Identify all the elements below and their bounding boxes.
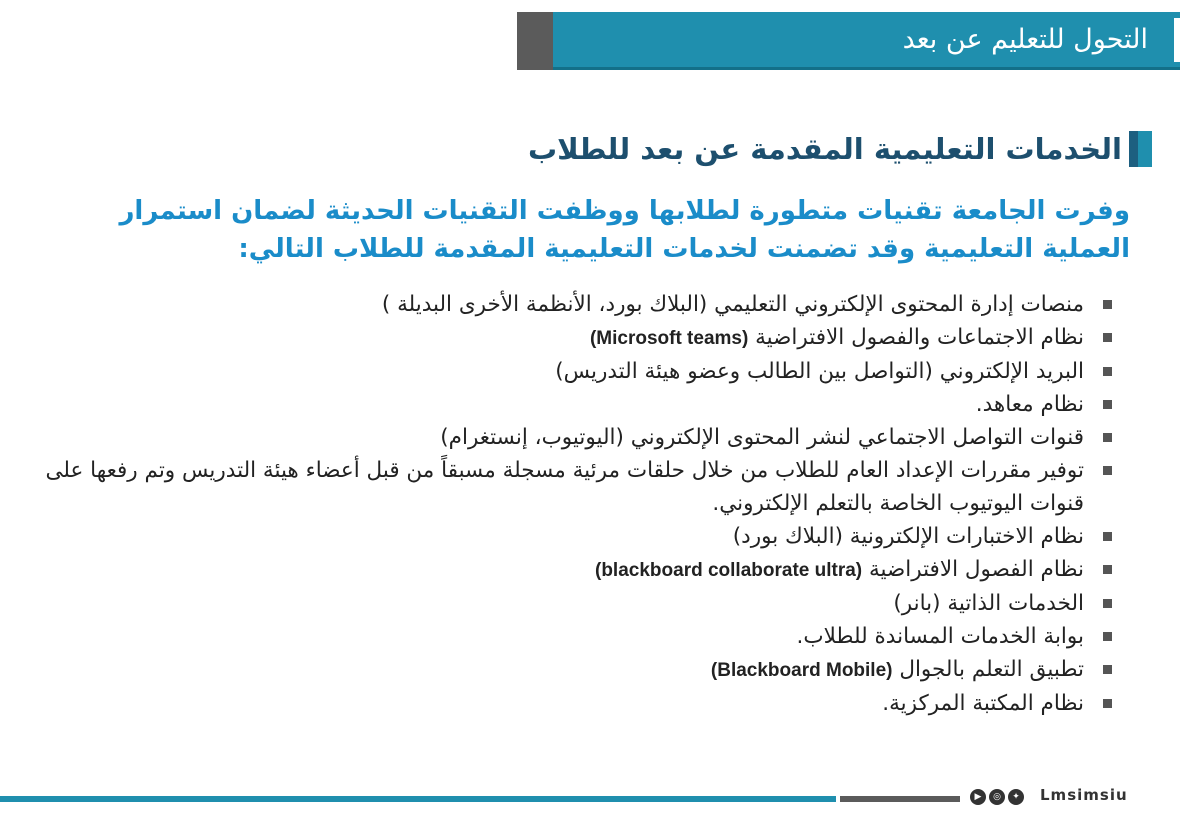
bullet-icon xyxy=(1103,333,1112,342)
section-accent-dark xyxy=(1129,131,1138,167)
list-item: تطبيق التعلم بالجوال (Blackboard Mobile) xyxy=(40,653,1112,687)
bullet-icon xyxy=(1103,665,1112,674)
list-item: البريد الإلكتروني (التواصل بين الطالب وعضو هيئة التدريس) xyxy=(40,355,1112,388)
header-gray-block xyxy=(517,12,553,70)
list-item: قنوات التواصل الاجتماعي لنشر المحتوى الإلكتروني (اليوتيوب، إنستغرام) xyxy=(40,421,1112,454)
list-item: نظام الفصول الافتراضية (blackboard collaborate ultra) xyxy=(40,553,1112,587)
list-item: الخدمات الذاتية (بانر) xyxy=(40,587,1112,620)
social-icons xyxy=(970,789,1024,805)
section-title: الخدمات التعليمية المقدمة عن بعد للطلاب xyxy=(527,132,1122,166)
page-title: التحول للتعليم عن بعد xyxy=(902,24,1148,55)
section-accent xyxy=(1138,131,1152,167)
header-accent-mark xyxy=(1174,18,1180,62)
social-handle: Lmsimsiu xyxy=(1040,786,1128,804)
bullet-icon xyxy=(1103,532,1112,541)
bullet-icon xyxy=(1103,433,1112,442)
services-list xyxy=(40,288,1112,720)
bullet-icon xyxy=(1103,699,1112,708)
latin-term: (Blackboard Mobile) xyxy=(710,660,893,681)
list-item: نظام الاختبارات الإلكترونية (البلاك بورد) xyxy=(40,520,1112,553)
bullet-icon xyxy=(1103,367,1112,376)
bullet-icon xyxy=(1103,632,1112,641)
list-item: منصات إدارة المحتوى الإلكتروني التعليمي (البلاك بورد، الأنظمة الأخرى البديلة ) xyxy=(40,288,1112,321)
list-item: نظام معاهد. xyxy=(40,388,1112,421)
bullet-icon xyxy=(1103,565,1112,574)
footer-blue-line xyxy=(0,796,836,802)
instagram-icon[interactable]: ◎ xyxy=(989,789,1005,805)
header-banner xyxy=(553,12,1180,70)
bullet-icon xyxy=(1103,300,1112,309)
intro-paragraph: وفرت الجامعة تقنيات متطورة لطلابها ووظفت التقنيات الحديثة لضمان استمرار العملية التعليمية وقد تضمنت لخدمات التعليمية المقدمة للطلاب التالي: xyxy=(119,196,1130,264)
twitter-icon[interactable]: ✦ xyxy=(1008,789,1024,805)
latin-term: (Microsoft teams) xyxy=(589,328,749,349)
list-item: بوابة الخدمات المساندة للطلاب. xyxy=(40,620,1112,653)
latin-term: (blackboard collaborate ultra) xyxy=(595,560,863,581)
bullet-icon xyxy=(1103,599,1112,608)
bullet-icon xyxy=(1103,466,1112,475)
bullet-icon xyxy=(1103,400,1112,409)
footer-gray-line xyxy=(840,796,960,802)
list-item: توفير مقررات الإعداد العام للطلاب من خلال حلقات مرئية مسجلة مسبقاً من قبل أعضاء هيئة التدريس وتم رفعها على قنوات اليوتيوب الخاصة بالتعلم الإلكتروني. xyxy=(40,454,1112,520)
youtube-icon[interactable]: ▶ xyxy=(970,789,986,805)
list-item: نظام الاجتماعات والفصول الافتراضية (Microsoft teams) xyxy=(40,321,1112,355)
list-item: نظام المكتبة المركزية. xyxy=(40,687,1112,720)
